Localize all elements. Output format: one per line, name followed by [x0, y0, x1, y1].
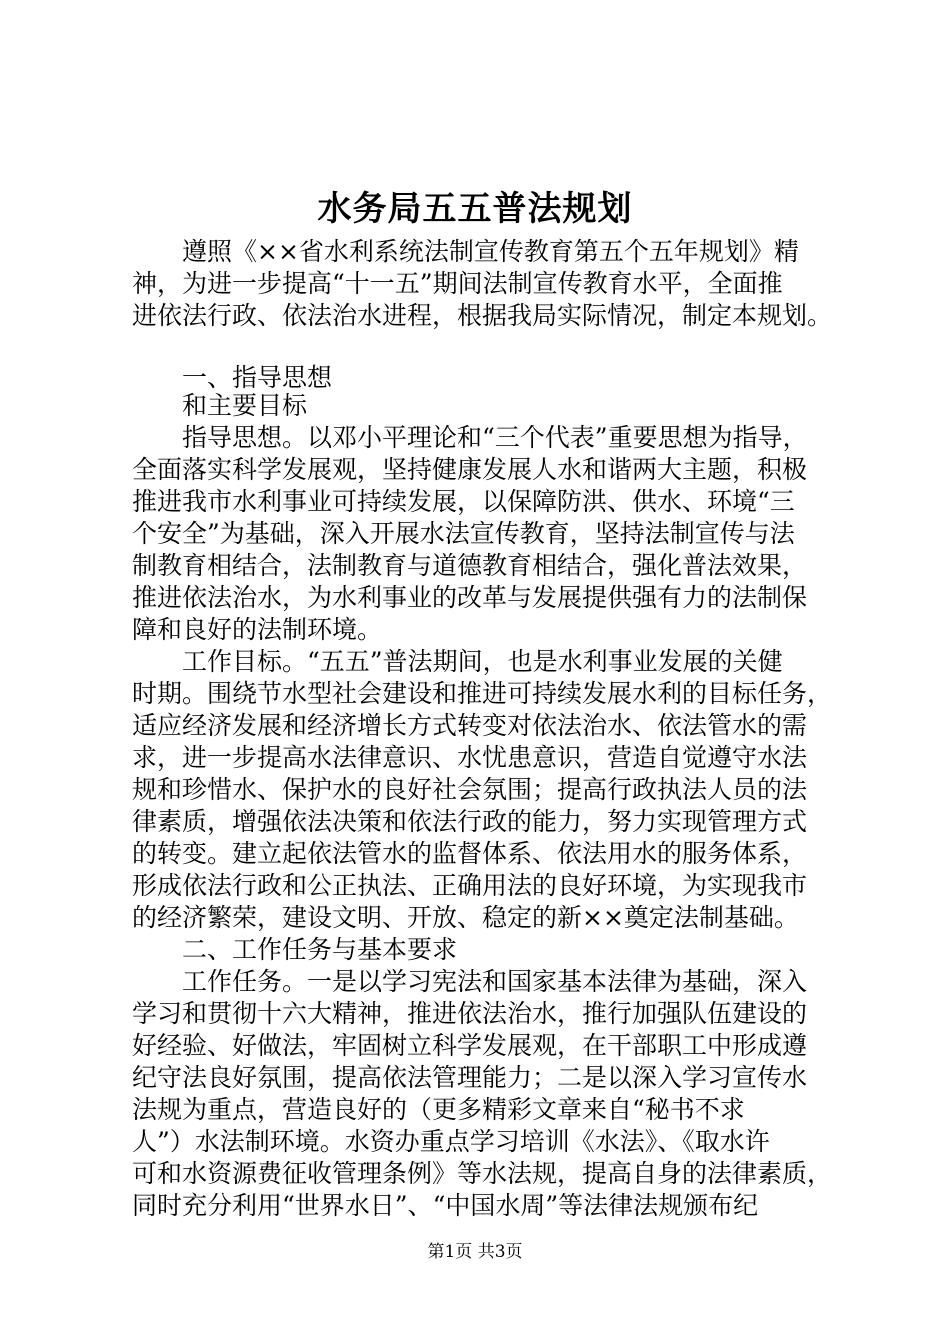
body-line: 同时充分利用“世界水日”、“中国水周”等法律法规颁布纪 — [132, 1191, 759, 1220]
body-line: 制教育相结合，法制教育与道德教育相结合，强化普法效果， — [132, 551, 808, 580]
page-number-footer: 第1页 共3页 — [427, 1242, 523, 1262]
body-line: 规和珍惜水、保护水的良好社会氛围；提高行政执法人员的法 — [132, 775, 808, 804]
body-line: 神，为进一步提高“十一五”期间法制宣传教育水平，全面推 — [132, 269, 783, 298]
body-line: 工作目标。“五五”普法期间，也是水利事业发展的关健 — [132, 647, 783, 676]
body-line: 时期。围绕节水型社会建设和推进可持续发展水利的目标任务， — [132, 679, 833, 708]
body-line: 人”）水法制环境。水资办重点学习培训《水法》、《取水许 — [132, 1127, 770, 1156]
body-line: 障和良好的法制环境。 — [132, 615, 383, 644]
body-line: 个安全”为基础，深入开展水法宣传教育，坚持法制宣传与法 — [132, 519, 795, 548]
body-line: 推进依法治水，为水利事业的改革与发展提供强有力的法制保 — [132, 583, 808, 612]
section-heading-continued: 和主要目标 — [132, 391, 308, 420]
body-line: 法规为重点，营造良好的（更多精彩文章来自“秘书不求 — [132, 1095, 745, 1124]
body-line: 纪守法良好氛围，提高依法管理能力；二是以深入学习宣传水 — [132, 1063, 808, 1092]
body-line: 的经济繁荣，建设文明、开放、稳定的新××奠定法制基础。 — [132, 903, 799, 932]
body-line: 工作任务。一是以学习宪法和国家基本法律为基础，深入 — [132, 967, 808, 996]
section-heading: 一、指导思想 — [132, 363, 333, 392]
body-line: 可和水资源费征收管理条例》等水法规，提高自身的法律素质， — [132, 1159, 833, 1188]
body-line: 全面落实科学发展观，坚持健康发展人水和谐两大主题，积极 — [132, 455, 808, 484]
body-line: 遵照《××省水利系统法制宣传教育第五个五年规划》精 — [132, 237, 799, 266]
body-line: 的转变。建立起依法管水的监督体系、依法用水的服务体系， — [132, 839, 808, 868]
body-line: 指导思想。以邓小平理论和“三个代表”重要思想为指导， — [132, 423, 808, 452]
body-line: 适应经济发展和经济增长方式转变对依法治水、依法管水的需 — [132, 711, 808, 740]
body-line: 推进我市水利事业可持续发展，以保障防洪、供水、环境“三 — [132, 487, 795, 516]
section-heading: 二、工作任务与基本要求 — [132, 935, 458, 964]
body-line: 律素质，增强依法决策和依法行政的能力，努力实现管理方式 — [132, 807, 808, 836]
body-line: 求，进一步提高水法律意识、水忧患意识，营造自觉遵守水法 — [132, 743, 808, 772]
body-line: 好经验、好做法，牢固树立科学发展观，在干部职工中形成遵 — [132, 1031, 808, 1060]
body-line: 形成依法行政和公正执法、正确用法的良好环境，为实现我市 — [132, 871, 808, 900]
body-line: 进依法行政、依法治水进程，根据我局实际情况，制定本规划。 — [132, 301, 833, 330]
document-title: 水务局五五普法规划 — [317, 189, 633, 229]
body-line: 学习和贯彻十六大精神，推进依法治水，推行加强队伍建设的 — [132, 999, 808, 1028]
